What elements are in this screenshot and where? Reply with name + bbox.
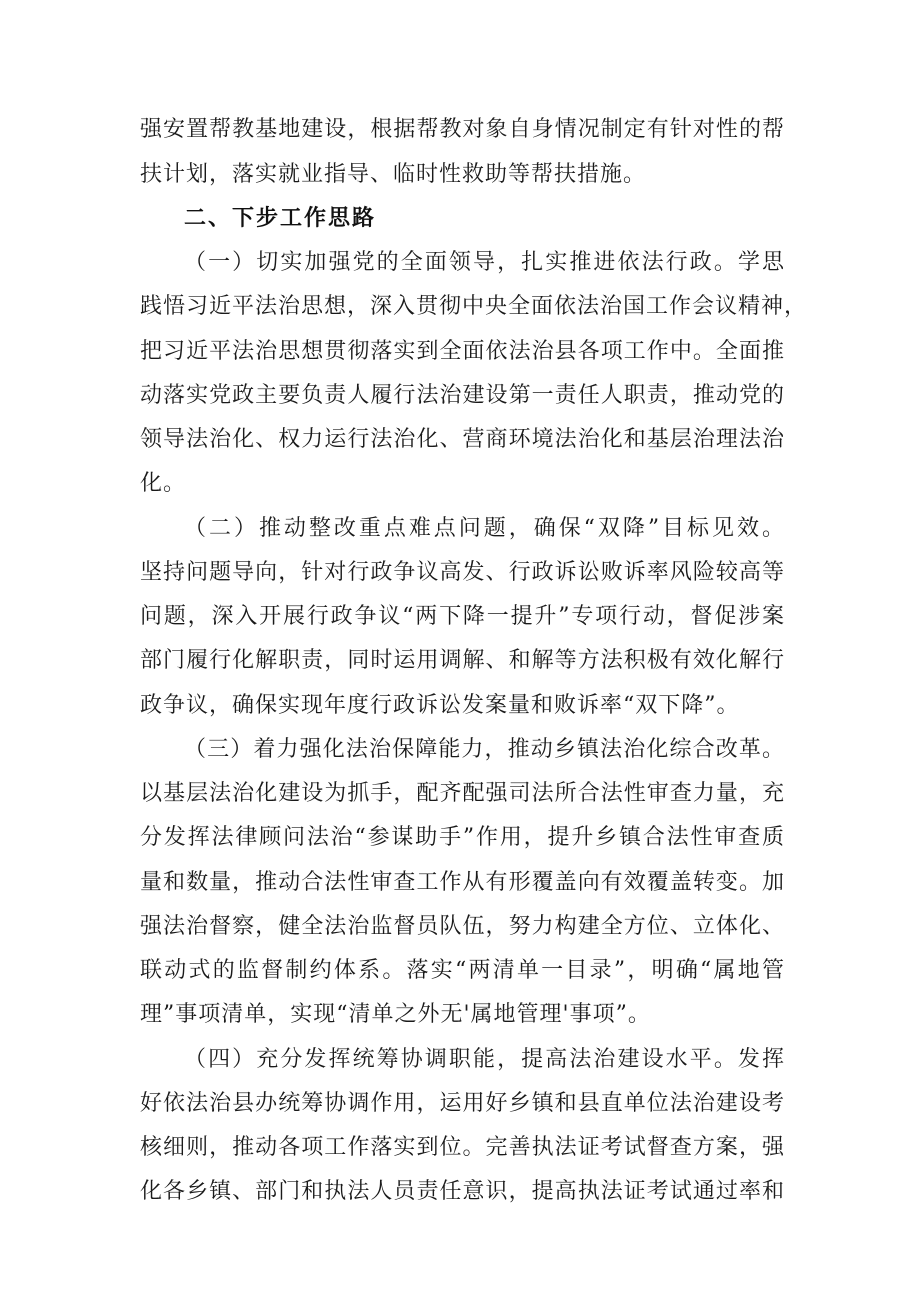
paragraph-line: 以基层法治化建设为抓手，配齐配强司法所合法性审查力量，充	[140, 781, 785, 806]
paragraph-line: 理”事项清单，实现“清单之外无'属地管理'事项”。	[140, 1002, 651, 1027]
paragraph-line: 分发挥法律顾问法治“参谋助手”作用，提升乡镇合法性审查质	[140, 825, 785, 850]
paragraph-line: 部门履行化解职责，同时运用调解、和解等方法积极有效化解行	[140, 648, 785, 673]
paragraph-line: 化。	[140, 471, 187, 496]
paragraph-line: 把习近平法治思想贯彻落实到全面依法治县各项工作中。全面推	[140, 339, 785, 364]
section-heading: 二、下步工作思路	[184, 206, 377, 231]
paragraph-line: 扶计划，落实就业指导、临时性救助等帮扶措施。	[140, 162, 647, 187]
paragraph-line: 践悟习近平法治思想，深入贯彻中央全面依法治国工作会议精神，	[140, 294, 808, 319]
paragraph-line: 政争议，确保实现年度行政诉讼发案量和败诉率“双下降”。	[140, 693, 740, 718]
paragraph-line: 强安置帮教基地建设，根据帮教对象自身情况制定有针对性的帮	[140, 117, 785, 142]
paragraph-line: 好依法治县办统筹协调作用，运用好乡镇和县直单位法治建设考	[140, 1091, 785, 1116]
paragraph-line: 强法治督察，健全法治监督员队伍，努力构建全方位、立体化、	[140, 914, 785, 939]
paragraph-line: 化各乡镇、部门和执法人员责任意识，提高执法证考试通过率和	[140, 1179, 785, 1204]
paragraph-line: 核细则，推动各项工作落实到位。完善执法证考试督查方案，强	[140, 1135, 785, 1160]
paragraph-line: 量和数量，推动合法性审查工作从有形覆盖向有效覆盖转变。加	[140, 870, 785, 895]
subsection-title-2: （二）推动整改重点难点问题，确保“双降”目标见效。	[184, 516, 785, 541]
paragraph-line: 领导法治化、权力运行法治化、营商环境法治化和基层治理法治	[140, 427, 785, 452]
paragraph-line: 动落实党政主要负责人履行法治建设第一责任人职责，推动党的	[140, 383, 785, 408]
subsection-title-3: （三）着力强化法治保障能力，推动乡镇法治化综合改革。	[184, 737, 785, 762]
paragraph-line: 联动式的监督制约体系。落实“两清单一目录”，明确“属地管	[140, 958, 785, 983]
paragraph-line: 问题，深入开展行政争议“两下降一提升”专项行动，督促涉案	[140, 604, 785, 629]
subsection-title-4: （四）充分发挥统筹协调职能，提高法治建设水平。发挥	[184, 1047, 785, 1072]
subsection-title-1: （一）切实加强党的全面领导，扎实推进依法行政。学思	[184, 250, 785, 275]
paragraph-line: 坚持问题导向，针对行政争议高发、行政诉讼败诉率风险较高等	[140, 560, 785, 585]
